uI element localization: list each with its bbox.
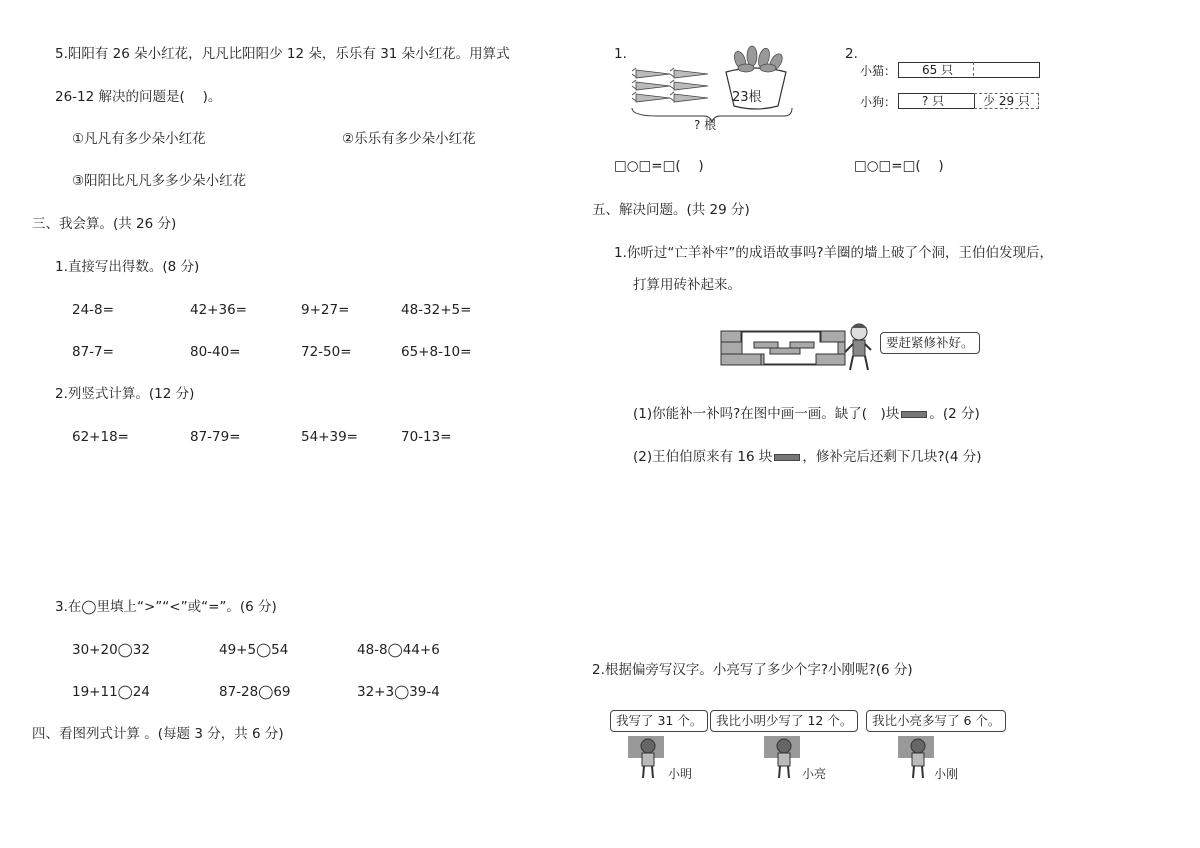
section-4-title: 四、看图列式计算 。(每题 3 分，共 6 分) xyxy=(32,726,284,742)
kid-name: 小亮 xyxy=(802,767,827,781)
oral-calc-item: 65+8-10= xyxy=(401,344,472,360)
oral-calc-item: 42+36= xyxy=(190,302,247,318)
compare-item: 48-8◯44+6 xyxy=(357,642,440,658)
vertical-calc-item: 87-79= xyxy=(190,429,241,445)
dog-label: 小狗： xyxy=(860,95,897,109)
oral-calc-item: 9+27= xyxy=(301,302,350,318)
oral-calc-item: 24-8= xyxy=(72,302,114,318)
vertical-calc-item: 54+39= xyxy=(301,429,358,445)
carrot-icon xyxy=(674,70,708,78)
brick-wall-illustration xyxy=(720,330,846,366)
cat-bar xyxy=(898,62,1040,78)
sec3-q2-title: 2.列竖式计算。(12 分) xyxy=(55,386,195,402)
oral-calc-item: 48-32+5= xyxy=(401,302,472,318)
basket-label: 23根 xyxy=(732,90,762,105)
sec5-q1-part1 xyxy=(633,405,980,423)
wang-bobo-figure xyxy=(845,322,873,372)
sec5-q2-title: 2.根据偏旁写汉字。小亮写了多少个字?小刚呢?(6 分) xyxy=(592,662,913,678)
fig2-formula: □○□=□( ) xyxy=(854,158,944,174)
compare-item: 32+3◯39-4 xyxy=(357,684,440,700)
kid-figure xyxy=(628,732,664,780)
compare-item: 49+5◯54 xyxy=(219,642,289,658)
q5-line1: 5.阳阳有 26 朵小红花，凡凡比阳阳少 12 朵，乐乐有 31 朵小红花。用算式 xyxy=(55,46,510,62)
vertical-calc-item: 62+18= xyxy=(72,429,129,445)
fig1-number: 1. xyxy=(614,46,627,62)
dog-value: ? 只 xyxy=(922,94,945,108)
part1-text-b: 。(2 分) xyxy=(929,406,980,422)
kid-figure xyxy=(764,732,800,780)
fig1-question: ? 根 xyxy=(694,118,717,132)
oral-calc-item: 80-40= xyxy=(190,344,241,360)
q5-option-2: ②乐乐有多少朵小红花 xyxy=(342,131,476,147)
kid-figure xyxy=(898,732,934,780)
carrot-icon xyxy=(674,94,708,102)
brick-wall xyxy=(720,330,846,366)
sec5-q1-line1: 1.你听过“亡羊补牢”的成语故事吗?羊圈的墙上破了个洞，王伯伯发现后， xyxy=(614,245,1054,261)
carrot-icon xyxy=(636,94,670,102)
part2-text-b: ，修补完后还剩下几块?(4 分) xyxy=(802,449,982,465)
compare-item: 87-28◯69 xyxy=(219,684,291,700)
section-5-title: 五、解决问题。(共 29 分) xyxy=(592,202,750,218)
part2-text-a: (2)王伯伯原来有 16 块 xyxy=(633,449,773,465)
child-writing-icon xyxy=(764,732,800,780)
compare-item: 19+11◯24 xyxy=(72,684,150,700)
fig1-formula: □○□=□( ) xyxy=(614,158,704,174)
section-3-title: 三、我会算。(共 26 分) xyxy=(32,216,177,232)
oral-calc-item: 87-7= xyxy=(72,344,114,360)
carrot-icon xyxy=(674,82,708,90)
child-writing-icon xyxy=(898,732,934,780)
sec3-q1-title: 1.直接写出得数。(8 分) xyxy=(55,259,200,275)
oral-calc-item: 72-50= xyxy=(301,344,352,360)
sec3-q3-title: 3.在◯里填上“>”“<”或“=”。(6 分) xyxy=(55,599,277,615)
fig2-number: 2. xyxy=(845,46,858,62)
child-writing-icon xyxy=(628,732,664,780)
bar-divider xyxy=(973,62,974,76)
kid-name: 小明 xyxy=(668,767,693,781)
brick-icon xyxy=(774,454,800,461)
sec5-q1-line2: 打算用砖补起来。 xyxy=(633,277,741,293)
sec5-q1-part2 xyxy=(633,448,981,466)
carrot-icon xyxy=(636,70,670,78)
q5-option-3: ③阳阳比凡凡多多少朵小红花 xyxy=(72,173,247,189)
speech-bubble: 要赶紧修补好。 xyxy=(880,332,980,354)
compare-item: 30+20◯32 xyxy=(72,642,150,658)
kid-bubble: 我比小亮多写了 6 个。 xyxy=(866,710,1006,732)
dog-less: 少 29 只 xyxy=(983,94,1030,108)
brick-icon xyxy=(901,411,927,418)
carrot-icon xyxy=(636,82,670,90)
person-icon xyxy=(845,322,873,372)
q5-line2: 26-12 解决的问题是( )。 xyxy=(55,89,222,105)
cat-label: 小猫： xyxy=(860,64,897,78)
cat-value: 65 只 xyxy=(922,63,954,77)
kid-bubble: 我写了 31 个。 xyxy=(610,710,708,732)
vertical-calc-item: 70-13= xyxy=(401,429,452,445)
kid-name: 小刚 xyxy=(934,767,959,781)
q5-option-1: ①凡凡有多少朵小红花 xyxy=(72,131,206,147)
kid-bubble: 我比小明少写了 12 个。 xyxy=(710,710,858,732)
part1-text-a: (1)你能补一补吗?在图中画一画。缺了( )块 xyxy=(633,406,900,422)
